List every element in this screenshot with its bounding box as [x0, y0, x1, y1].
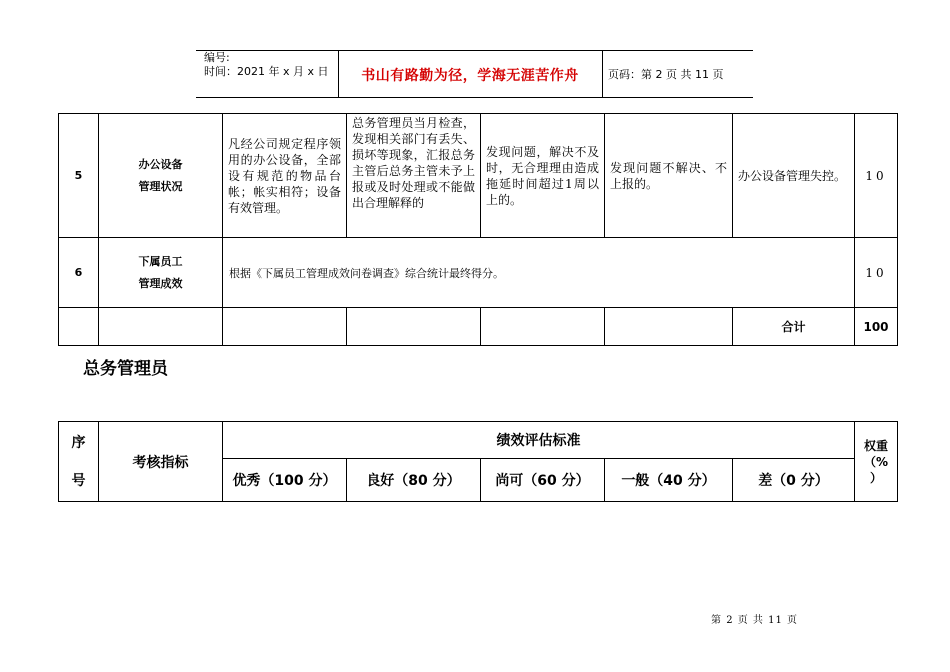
criteria-good: 总务管理员当月检查，发现相关部门有丢失、损坏等现象，汇报总务主管后总务主管未予上报或及时处理或不能做出合理解释的 [347, 114, 481, 238]
indicator-line: 下属员工 [138, 254, 183, 268]
grade-poor-header: 差（0 分） [733, 459, 855, 502]
total-label: 合计 [733, 308, 855, 346]
header-row [59, 422, 898, 459]
criteria-excellent: 凡经公司规定程序领用的办公设备，全部设有规范的物品台帐；帐实相符；设备有效管理。 [223, 114, 347, 238]
total-value: 100 [855, 308, 898, 346]
row-number: 6 [59, 238, 99, 308]
indicator-line: 办公设备 [138, 157, 183, 171]
indicator-line: 管理成效 [138, 276, 183, 290]
table-row [59, 114, 898, 238]
section-title: 总务管理员 [83, 359, 168, 379]
weight-header-line: （% [863, 454, 889, 469]
criteria-poor: 办公设备管理失控。 [733, 114, 855, 238]
table-row [59, 308, 898, 346]
doc-code-label: 编号: [204, 51, 230, 64]
page-header [196, 50, 753, 98]
grade-excellent-header: 优秀（100 分） [223, 459, 347, 502]
indicator-line: 管理状况 [138, 179, 183, 193]
page-footer: 第 2 页 共 11 页 [711, 615, 798, 626]
header-motto: 书山有路勤为径，学海无涯苦作舟 [361, 68, 579, 84]
indicator-cell [99, 238, 223, 308]
doc-time-label: 时间：2021 年 x 月 x 日 [204, 65, 329, 78]
grade-good-header: 良好（80 分） [347, 459, 481, 502]
criteria-table-header [58, 421, 898, 502]
indicator-header: 考核指标 [99, 422, 223, 502]
criteria-table-continued [58, 113, 898, 346]
indicator-cell [99, 114, 223, 238]
weight-cell: 10 [855, 114, 898, 238]
criteria-merged: 根据《下属员工管理成效问卷调查》综合统计最终得分。 [223, 238, 855, 308]
criteria-fair: 发现问题，解决不及时，无合理理由造成拖延时间超过1周以上的。 [481, 114, 605, 238]
seq-header-line: 序 [71, 434, 86, 451]
weight-header [855, 422, 898, 502]
header-page-number: 页码：第 2 页 共 11 页 [608, 68, 724, 81]
row-number: 5 [59, 114, 99, 238]
criteria-average: 发现问题不解决、不上报的。 [605, 114, 733, 238]
weight-cell: 10 [855, 238, 898, 308]
weight-header-line: 权重 [863, 438, 888, 453]
header-meta [204, 51, 329, 79]
criteria-header: 绩效评估标准 [223, 422, 855, 459]
seq-header-line: 号 [71, 472, 86, 489]
weight-header-line: ） [869, 470, 882, 485]
header-divider [602, 51, 603, 97]
table-row [59, 238, 898, 308]
grade-average-header: 一般（40 分） [605, 459, 733, 502]
grade-fair-header: 尚可（60 分） [481, 459, 605, 502]
seq-header [59, 422, 99, 502]
